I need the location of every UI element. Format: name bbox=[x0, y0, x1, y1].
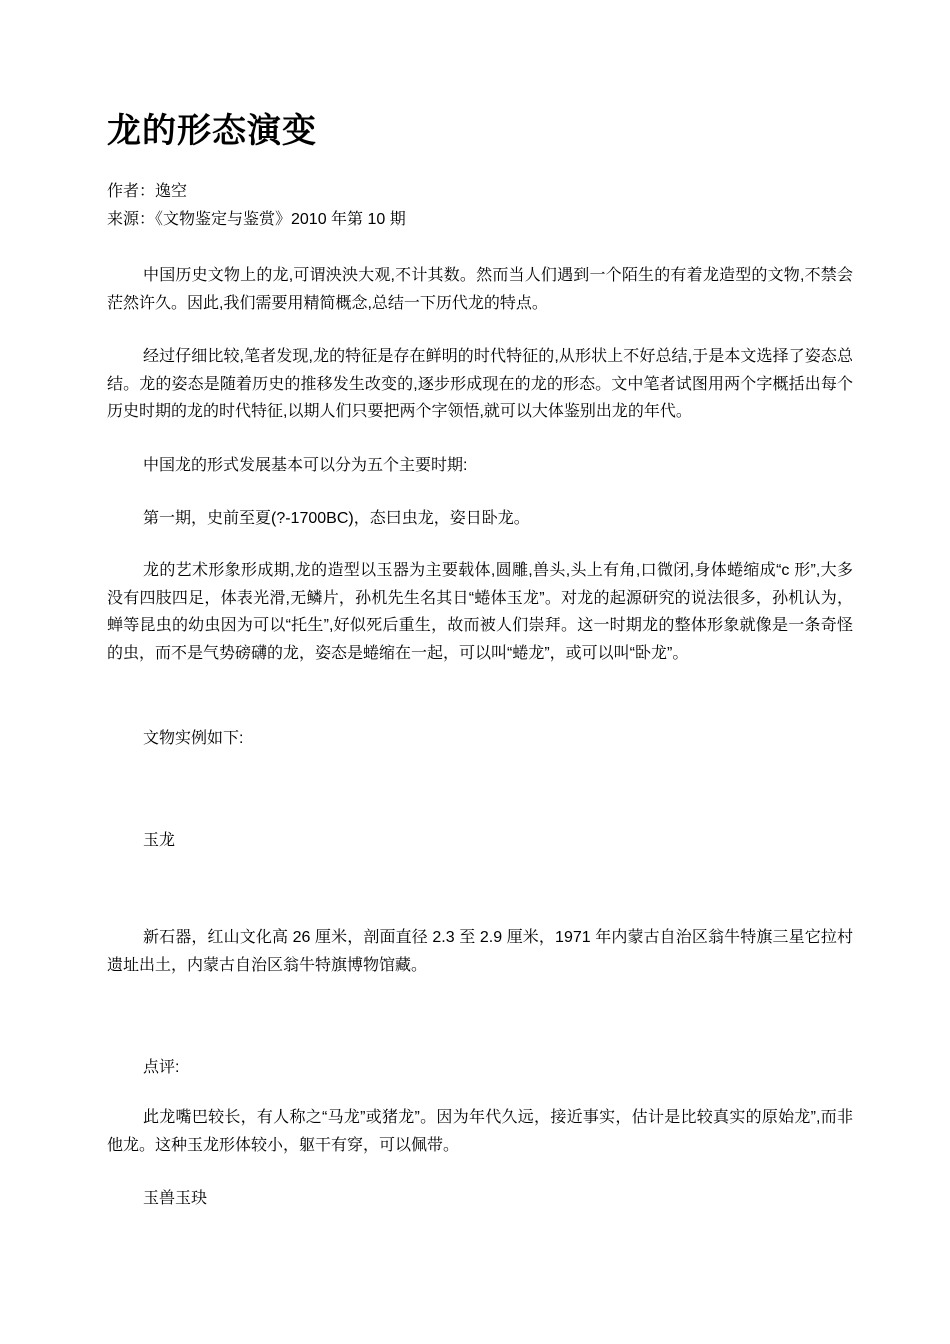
artifact-description-jade-dragon: 新石器，红山文化高 26 厘米，剖面直径 2.3 至 2.9 厘米，1971 年内蒙古自治区翁牛特旗三星它拉村遗址出土，内蒙古自治区翁牛特旗博物馆藏。 bbox=[107, 929, 853, 974]
artifact-name-jade-dragon: 玉龙 bbox=[143, 832, 176, 849]
comment-text: 此龙嘴巴较长，有人称之“马龙”或猪龙”。因为年代久远，接近事实，估计是比较真实的原始龙”,而非他龙。这种玉龙形体较小，躯干有穿，可以佩带。 bbox=[107, 1109, 853, 1154]
paragraph-intro: 中国历史文物上的龙,可谓泱泱大观,不计其数。然而当人们遇到一个陌生的有着龙造型的文物,不禁会茫然许久。因此,我们需要用精简概念,总结一下历代龙的特点。 bbox=[107, 267, 853, 312]
paragraph-method: 经过仔细比较,笔者发现,龙的特征是存在鲜明的时代特征的,从形状上不好总结,于是本文选择了姿态总结。龙的姿态是随着历史的推移发生改变的,逐步形成现在的龙的形态。文中笔者试图用两个字概括出每个历史时期的龙的时代特征,以期人们只要把两个字领悟,就可以大体鉴别出龙的年代。 bbox=[107, 348, 853, 420]
paragraph-period-one: 第一期，史前至夏(?-1700BC)，态曰虫龙，姿日卧龙。 bbox=[143, 510, 530, 527]
comment-heading: 点评: bbox=[143, 1059, 180, 1076]
article-title: 龙的形态演变 bbox=[107, 112, 317, 150]
artifact-name-jade-beast-jue: 玉兽玉玦 bbox=[143, 1190, 208, 1207]
author-line: 作者：逸空 bbox=[107, 183, 188, 200]
paragraph-period-one-detail: 龙的艺术形象形成期,龙的造型以玉器为主要载体,圆雕,兽头,头上有角,口微闭,身体蜷缩成“c 形”,大多没有四肢四足，体表光滑,无鳞片，孙机先生名其日“蜷体玉龙”。对龙的起源研究的说法很多，孙机认为，蝉等昆虫的幼虫因为可以“托生”,好似死后重生，故而被人们崇拜。这一时期龙的整体形象就像是一条奇怪的虫，而不是气势磅礴的龙，姿态是蜷缩在一起，可以叫“蜷龙”，或可以叫“卧龙”。 bbox=[107, 562, 853, 662]
paragraph-periods: 中国龙的形式发展基本可以分为五个主要时期: bbox=[143, 457, 468, 474]
paragraph-examples-heading: 文物实例如下: bbox=[143, 730, 244, 747]
source-line: 来源：《文物鉴定与鉴赏》2010 年第 10 期 bbox=[107, 211, 406, 228]
